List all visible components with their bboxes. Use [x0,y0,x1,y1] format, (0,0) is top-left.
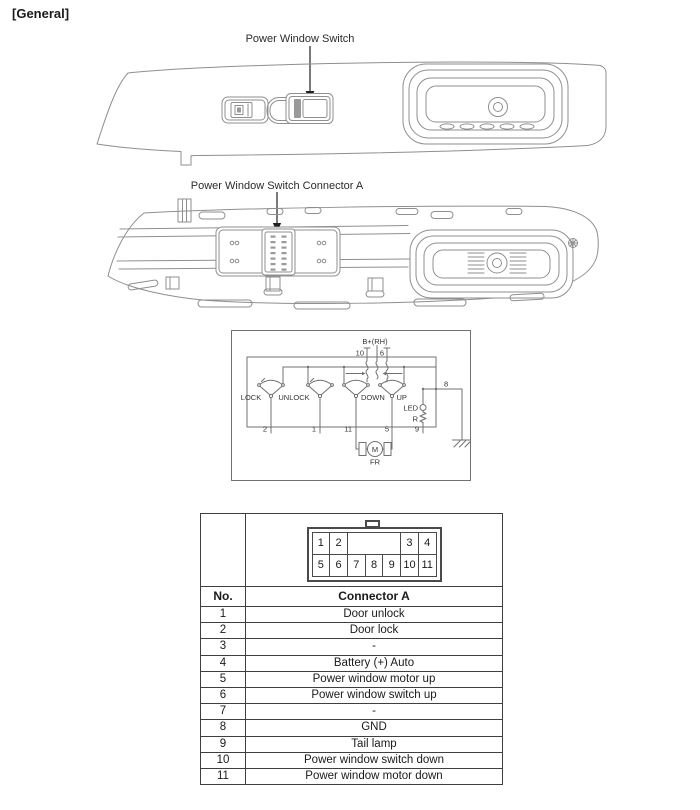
connector-pin-cell: 10 [401,555,419,576]
pin-no-cell: 3 [201,639,246,655]
pin-desc-cell: - [246,639,503,655]
pin-10-label: 10 [355,348,364,358]
window-motor-symbol [356,442,392,457]
mounting-clips-bottom [166,277,384,297]
door-panel-front-illustration [88,28,615,180]
connector-pin-cell: 9 [383,555,401,576]
door-lock-switch-drawing [222,97,268,123]
pin-desc-cell: - [246,704,503,720]
pin-desc-cell: Power window switch down [246,752,503,768]
power-source-label: B+(RH) [362,337,388,346]
up-switch-symbol [379,380,406,449]
pin-6-label: 6 [379,348,384,358]
pin-no-cell: 10 [201,752,246,768]
motor-label: M [371,445,379,454]
pin-no-cell: 7 [201,704,246,720]
pin-8-wire [422,388,462,390]
connector-pin-cell: 7 [348,555,366,576]
down-switch-symbol [343,380,370,449]
table-row [201,752,503,768]
table-row [201,655,503,671]
no-column-header: No. [201,587,246,607]
table-row [201,623,503,639]
table-row [201,671,503,687]
connector-pin-grid [312,532,437,577]
resistor-label: R [412,414,418,424]
pin-desc-cell: GND [246,720,503,736]
connector-pin-cell: 8 [366,555,384,576]
pin-9-label: 9 [414,424,419,434]
panel-outline [97,62,606,165]
pin-desc-cell: Tail lamp [246,736,503,752]
pin-desc-cell: Door unlock [246,607,503,623]
pin-no-cell: 11 [201,768,246,784]
pin-no-cell: 9 [201,736,246,752]
ground-symbol-icon [453,389,470,447]
down-arrow-icon [306,46,315,100]
connector-face-drawing [307,527,442,582]
circuit-frame [232,331,471,481]
connector-pin-cell: 3 [401,533,419,554]
connector-pin-cell: 1 [313,533,331,554]
connector-lock-tab [365,520,380,528]
pin-no-cell: 6 [201,687,246,703]
power-feed-wires [364,346,390,383]
pin-8-label: 8 [444,379,449,389]
connector-a-column-header: Connector A [246,587,503,607]
pin-desc-cell: Power window switch up [246,687,503,703]
circuit-diagram [228,328,474,484]
pin-no-cell: 1 [201,607,246,623]
table-row [201,607,503,623]
connector-pin-cell: 5 [313,555,331,576]
table-header-row [201,587,503,607]
pin-5-label: 5 [384,424,389,434]
pin-desc-cell: Door lock [246,623,503,639]
connector-pin-cell: 11 [421,559,433,571]
table-row [201,768,503,784]
connector-a-drawing [262,229,295,275]
connector-a-label: Power Window Switch Connector A [190,180,364,192]
pin-no-cell: 8 [201,720,246,736]
handle-recess-back-drawing [410,230,578,298]
table-row [201,687,503,703]
table-row [201,720,503,736]
connector-pin-cell: 2 [330,533,348,554]
table-row [201,639,503,655]
pin-no-cell: 4 [201,655,246,671]
up-label: UP [396,393,407,402]
empty-cell [201,514,246,587]
door-pull-handle-drawing [403,64,568,144]
motor-fr-label: FR [370,457,380,467]
connector-pin-cell: 4 [424,537,431,549]
down-label: DOWN [361,393,385,402]
down-arrow-icon [273,192,281,232]
power-window-switch-label: Power Window Switch [245,33,355,45]
table-row [201,704,503,720]
pin-desc-cell: Power window motor down [246,768,503,784]
pin-no-cell: 2 [201,623,246,639]
pin-11-label: 11 [344,424,352,434]
unlock-switch-symbol [307,379,334,434]
power-window-switch-drawing [267,94,333,124]
unlock-label: UNLOCK [278,393,310,402]
connector-drawing-row [201,514,503,587]
connector-pin-row-top [313,533,436,554]
pin-desc-cell: Battery (+) Auto [246,655,503,671]
connector-pinout-cell [246,514,503,587]
pin-desc-cell: Power window motor up [246,671,503,687]
connector-pin-table [200,513,503,785]
table-row [201,736,503,752]
section-title: [General] [12,6,70,21]
connector-blank-cell [348,533,401,554]
door-panel-back-illustration [95,176,610,325]
connector-pin-cell: 6 [330,555,348,576]
pin-2-label: 2 [262,424,267,434]
lock-label: LOCK [240,393,262,402]
pin-no-cell: 5 [201,671,246,687]
lock-switch-symbol [258,379,285,434]
led-icon [420,405,426,411]
connector-pin-row-bottom [313,554,436,576]
screw-icon [569,239,578,248]
led-resistor-branch [420,389,426,433]
pin-1-label: 1 [311,424,316,434]
led-label: LED [403,403,418,413]
